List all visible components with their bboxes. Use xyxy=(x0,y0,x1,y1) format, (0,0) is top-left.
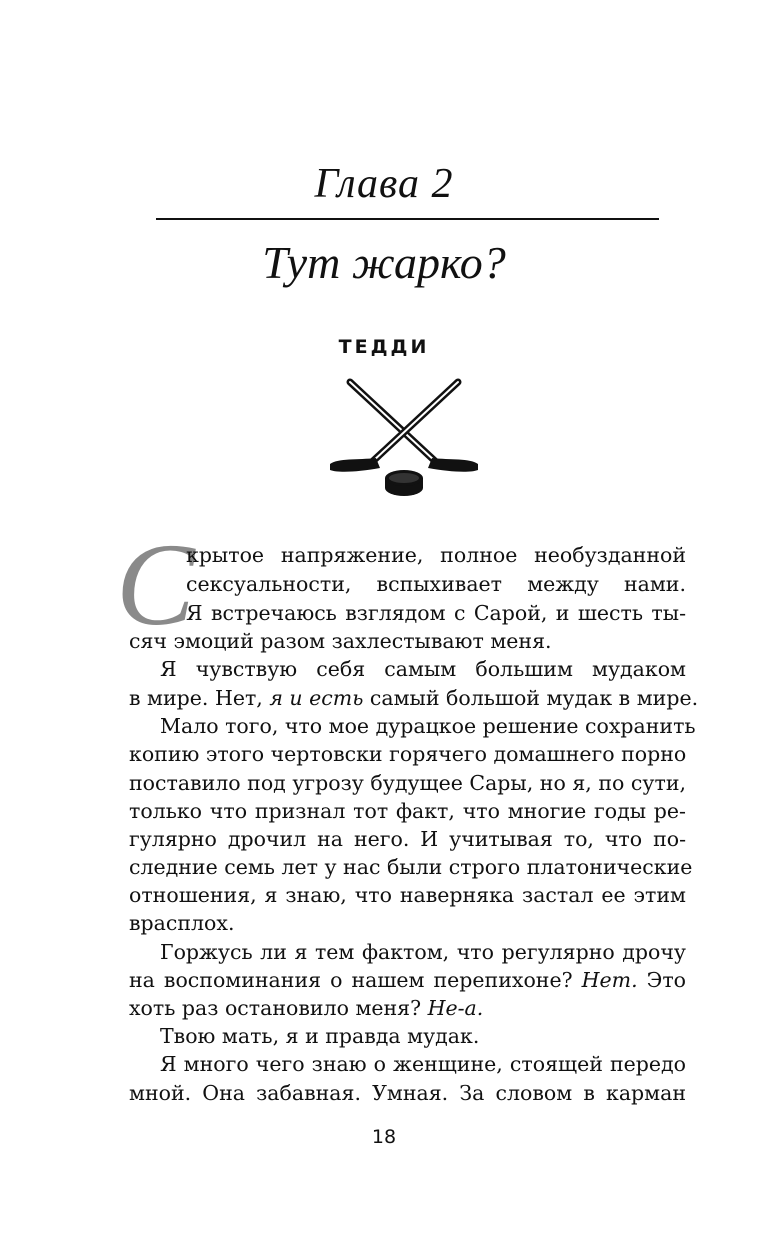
text-run: самый большой мудак в мире. xyxy=(363,686,699,710)
body-line: Твою мать, я и правда мудак. xyxy=(160,1024,480,1048)
text-run: на воспоминания о нашем перепихоне? xyxy=(129,968,582,992)
body-line: крытое напряжение, полное необузданной xyxy=(186,543,686,567)
body-line: следние семь лет у нас были строго платонические xyxy=(129,855,693,879)
text-run: Это xyxy=(637,968,686,992)
body-line: врасплох. xyxy=(129,911,235,935)
body-line: Я чувствую себя самым большим мудаком xyxy=(160,657,686,681)
drop-cap: С xyxy=(116,519,195,650)
body-line: сексуальности, вспыхивает между нами. xyxy=(186,572,686,596)
body-line: гулярно дрочил на него. И учитывая то, что по- xyxy=(129,827,686,851)
body-line xyxy=(129,966,686,994)
page-number: 18 xyxy=(371,1126,397,1148)
body-line: сяч эмоций разом захлестывают меня. xyxy=(129,629,552,653)
text-run: в мире. Нет, xyxy=(129,686,270,710)
body-line: копию этого чертовски горячего домашнего порно xyxy=(129,742,687,766)
body-line: поставило под угрозу будущее Сары, но я, по сути, xyxy=(129,771,686,795)
body-line: мной. Она забавная. Умная. За словом в карман xyxy=(129,1081,686,1105)
body-line xyxy=(129,684,699,712)
emphasis-text: я и есть xyxy=(269,686,364,710)
body-line: Горжусь ли я тем фактом, что регулярно дрочу xyxy=(160,940,686,964)
body-line: отношения, я знаю, что наверняка застал ее этим xyxy=(129,883,686,907)
body-line: Я много чего знаю о женщине, стоящей передо xyxy=(160,1052,686,1076)
chapter-number: Глава 2 xyxy=(314,161,454,207)
pov-heading: ТЕДДИ xyxy=(338,336,430,358)
chapter-title: Тут жарко? xyxy=(262,237,506,288)
body-line: Мало того, что мое дурацкое решение сохранить xyxy=(160,714,696,738)
body-line xyxy=(129,994,686,1022)
title-divider xyxy=(156,218,659,220)
emphasis-text: Нет. xyxy=(581,968,638,992)
crossed-hockey-sticks-and-puck-icon xyxy=(328,378,480,498)
text-run: хоть раз остановило меня? xyxy=(129,996,428,1020)
body-line: только что признал тот факт, что многие годы ре- xyxy=(129,799,686,823)
body-line: Я встречаюсь взглядом с Сарой, и шесть ты- xyxy=(186,601,686,625)
emphasis-text: Не-а. xyxy=(427,996,484,1020)
